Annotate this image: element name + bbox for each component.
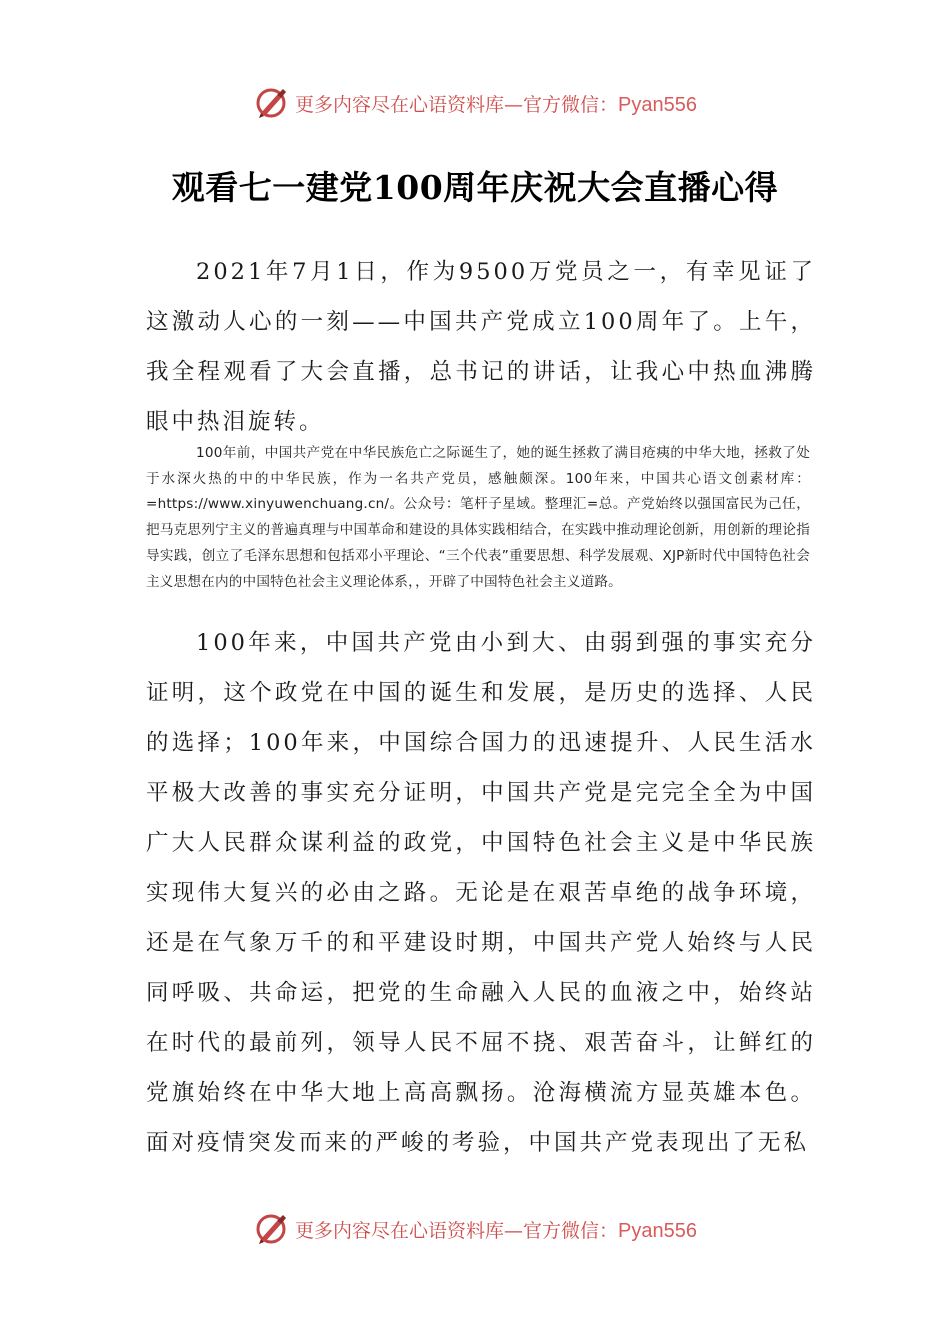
footer-banner-inner (253, 1211, 697, 1247)
header-banner-label: 更多内容尽在心语资料库—官方微信： (295, 93, 619, 116)
footer-banner (0, 1204, 950, 1254)
footer-wechat-id: Pyan556 (618, 1219, 697, 1242)
paragraph-1: 2021年7月1日，作为9500万党员之一，有幸见证了这激动人心的一刻——中国共产党成立100周年了。上午，我全程观看了大会直播，总书记的讲话，让我心中热血沸腾眼中热泪旋转。 (146, 259, 816, 435)
header-banner-inner (253, 85, 697, 121)
header-banner (0, 78, 950, 128)
paragraph-3: 100年来，中国共产党由小到大、由弱到强的事实充分证明，这个政党在中国的诞生和发展，是历史的选择、人民的选择；100年来，中国综合国力的迅速提升、人民生活水平极大改善的事实充分证明，中国共产党是完完全全为中国广大人民群众谋利益的政党，中国特色社会主义是中华民族实现伟大复兴的必由之路。无论是在艰苦卓绝的战争环境，还是在气象万千的和平建设时期，中国共产党人始终与人民同呼吸、共命运，把党的生命融入人民的血液之中，始终站在时代的最前列，领导人民不屈不挠、艰苦奋斗，让鲜红的党旗始终在中华大地上高高飘扬。沧海横流方显英雄本色。面对疫情突发而来的严峻的考验，中国共产党表现出了无私 (146, 630, 816, 1156)
page-title: 观看七一建党100周年庆祝大会直播心得 (171, 168, 779, 207)
paragraph-2-small: 100年前，中国共产党在中华民族危亡之际诞生了，她的诞生拯救了满目疮痍的中华大地，拯救了处于水深火热的中的中华民族，作为一名共产党员，感触颇深。100年来，中国共心语文创素材库：=https://www.xinyuwenchuang.cn/。公众号：笔杆子星域。整理汇=总。产党始终以强国富民为己任，把马克思列宁主义的普遍真理与中国革命和建设的具体实践相结合，在实践中推动理论创新，用创新的理论指导实践，创立了毛泽东思想和包括邓小平理论、“三个代表”重要思想、科学发展观、XJP新时代中国特色社会主义思想在内的中国特色社会主义理论体系，，开辟了中国特色社会主义道路。 (146, 445, 810, 590)
pen-logo-icon (253, 85, 289, 121)
footer-banner-label: 更多内容尽在心语资料库—官方微信： (295, 1219, 619, 1242)
header-banner-text (295, 90, 697, 117)
pen-logo-icon (253, 1211, 289, 1247)
footer-banner-text (295, 1216, 697, 1243)
header-wechat-id: Pyan556 (618, 93, 697, 116)
